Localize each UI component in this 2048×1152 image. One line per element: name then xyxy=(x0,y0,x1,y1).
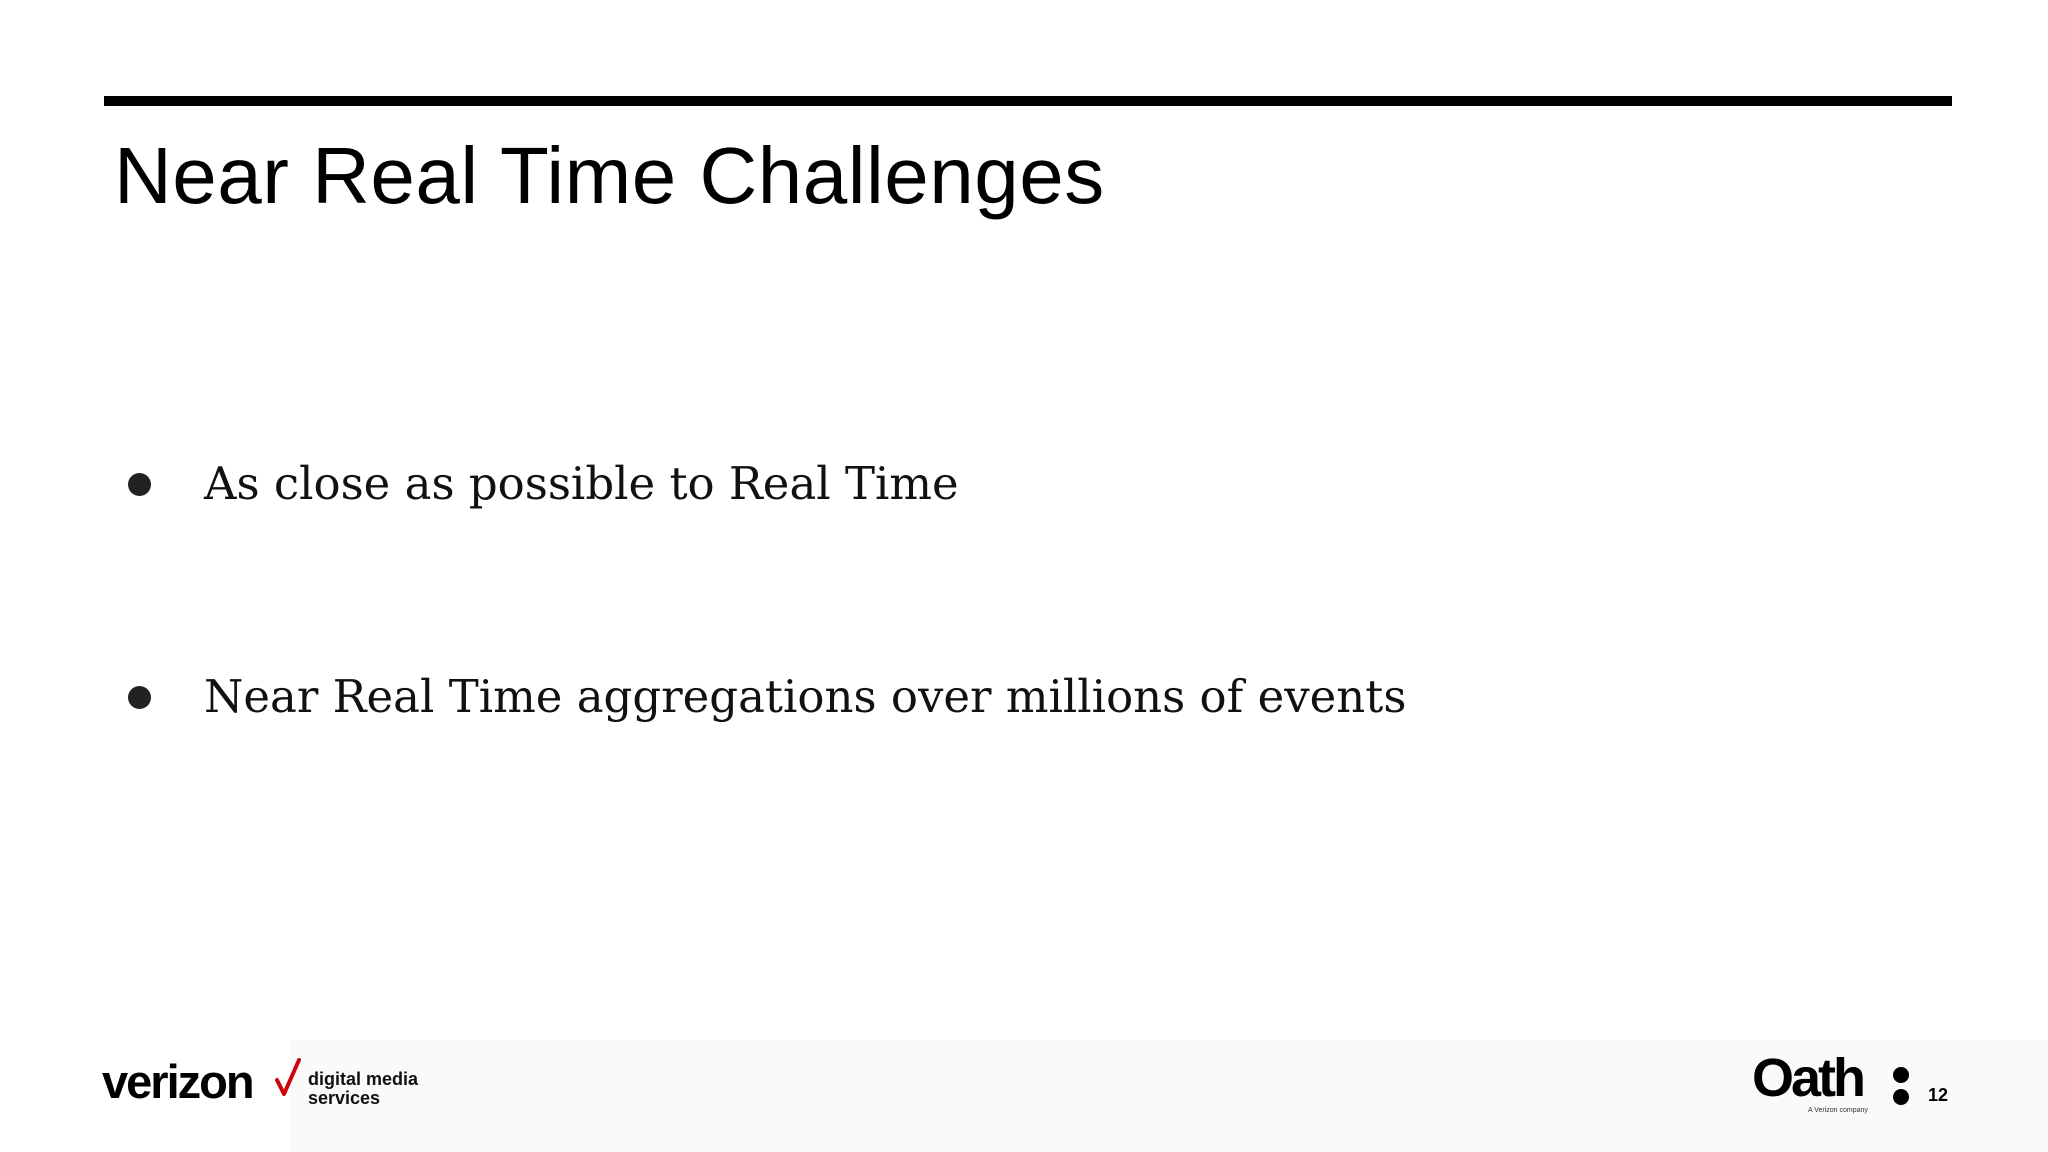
bullet-text: As close as possible to Real Time xyxy=(204,457,959,510)
oath-tagline: A Verizon company xyxy=(1808,1107,1868,1114)
verizon-logo xyxy=(102,1055,432,1108)
oath-colon-icon xyxy=(1890,1066,1912,1106)
slide-number: 12 xyxy=(1928,1085,1949,1105)
verizon-subtitle: digital media services xyxy=(308,1069,419,1108)
slide-title: Near Real Time Challenges xyxy=(114,131,1105,220)
bullet-dot-icon xyxy=(128,473,151,496)
bullet-dot-icon xyxy=(128,686,151,709)
bullet-text: Near Real Time aggregations over millions of events xyxy=(204,670,1407,723)
verizon-check-icon xyxy=(274,1058,302,1098)
oath-wordmark: Oath xyxy=(1752,1048,1864,1108)
title-rule xyxy=(104,96,1952,106)
verizon-wordmark: verizon xyxy=(102,1055,253,1108)
oath-logo xyxy=(1752,1048,1912,1118)
